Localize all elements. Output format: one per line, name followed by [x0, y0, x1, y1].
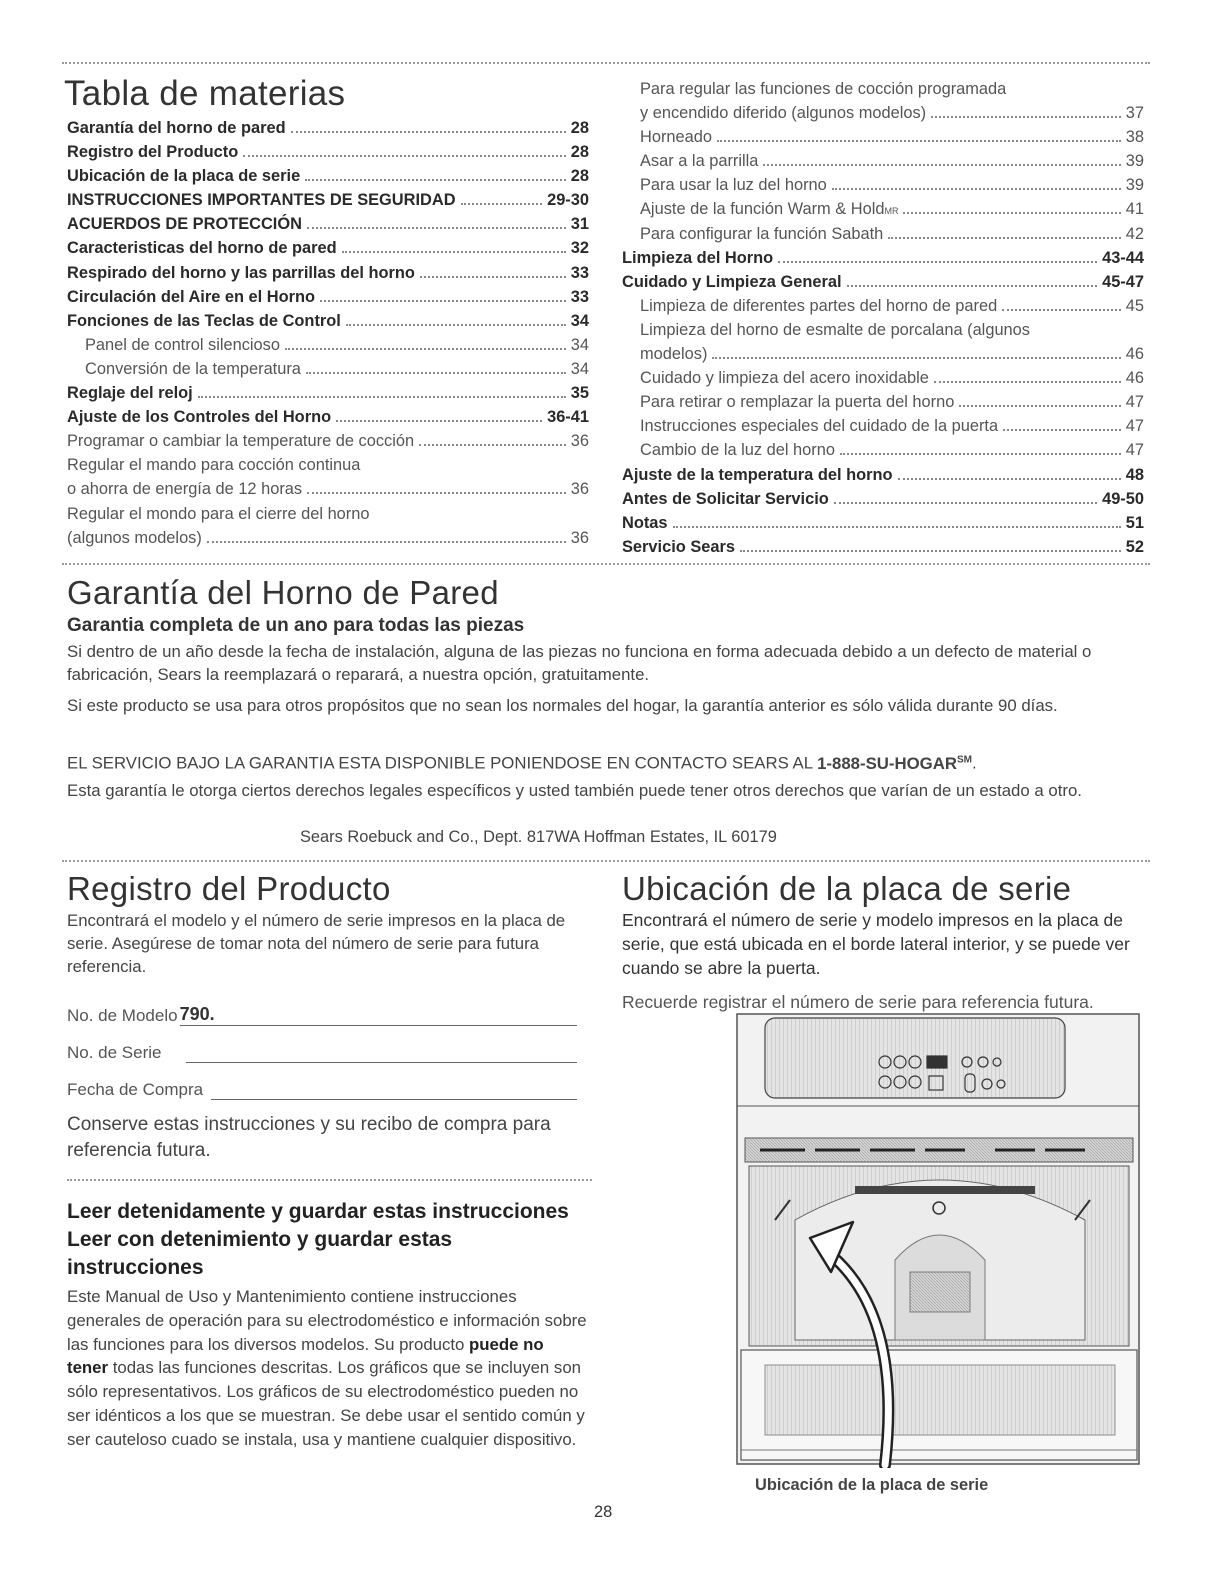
toc-entry-label: Garantía del horno de pared [67, 119, 286, 137]
toc-entry-label: Conversión de la temperatura [85, 359, 301, 378]
toc-leader [673, 526, 1121, 528]
toc-entry [622, 173, 1144, 197]
serial-plate-caption: Ubicación de la placa de serie [755, 1476, 989, 1494]
toc-entry-page: 33 [570, 263, 589, 282]
toc-entry-page: 39 [1125, 152, 1144, 171]
toc-entry-page: 47 [1125, 417, 1144, 436]
toc-entry-label: Cuidado y limpieza del acero inoxidable [640, 369, 929, 388]
toc-entry-page: 36 [570, 528, 589, 547]
toc-entry-page: 29-30 [547, 191, 589, 210]
toc-entry-page: 51 [1125, 513, 1144, 532]
toc-entry-label: Para regular las funciones de cocción programada [640, 80, 1007, 98]
toc-leader [419, 444, 566, 446]
toc-leader [934, 381, 1121, 383]
toc-leader [1002, 309, 1121, 311]
toc-entry-page: 41 [1125, 200, 1144, 219]
warranty-service-line: EL SERVICIO BAJO LA GARANTIA ESTA DISPONIBLE PONIENDOSE EN CONTACTO SEARS AL 1-888-SU-HOGAR℠. [67, 753, 977, 773]
toc-entry-label: Regular el mondo para el cierre del horno [67, 504, 370, 523]
model-number-field[interactable]: No. de Modelo 790. [67, 1005, 577, 1026]
toc-entry [622, 101, 1144, 125]
ubicacion-paragraph-2: Recuerde registrar el número de serie para referencia futura. [622, 992, 1094, 1012]
toc-entry-page: 36-41 [547, 408, 589, 427]
toc-entry-label: Respirado del horno y las parrillas del horno [67, 263, 415, 282]
toc-entry-page: 34 [570, 335, 589, 354]
toc-leader [320, 300, 566, 302]
toc-left-column [67, 116, 589, 550]
toc-entry-label: Limpieza del Horno [622, 248, 774, 267]
toc-entry [622, 318, 1144, 342]
toc-entry-page: 34 [570, 359, 589, 378]
toc-leader [285, 348, 566, 350]
registro-paragraph: Encontrará el modelo y el número de serie impresos en la placa de serie. Asegúrese de tomar nota del número de serie para futura referencia. [67, 911, 566, 976]
warranty-paragraph-2: Si este producto se usa para otros propósitos que no sean los normales del hogar, la garantía anterior es sólo válida durante 90 días. [67, 696, 1058, 715]
toc-leader [717, 140, 1121, 142]
toc-entry [67, 526, 589, 550]
toc-leader [336, 420, 542, 422]
toc-entry-page: 32 [570, 239, 589, 258]
toc-leader [243, 155, 566, 157]
toc-entry-page: 46 [1125, 345, 1144, 364]
toc-entry-label: Notas [622, 513, 668, 532]
toc-entry [67, 477, 589, 501]
toc-entry [622, 390, 1144, 414]
toc-entry-label: o ahorra de energía de 12 horas [67, 480, 303, 499]
toc-entry [67, 236, 589, 260]
toc-entry [67, 453, 589, 477]
page-number: 28 [594, 1503, 613, 1521]
toc-leader [1003, 429, 1121, 431]
toc-entry-page: 28 [570, 119, 589, 137]
toc-leader [306, 372, 566, 374]
toc-entry-label: Instrucciones especiales del cuidado de la puerta [640, 417, 999, 436]
toc-entry [622, 294, 1144, 318]
toc-entry [622, 270, 1144, 294]
toc-entry [622, 125, 1144, 149]
toc-entry-page: 42 [1125, 224, 1144, 243]
toc-leader [291, 131, 566, 133]
toc-leader [832, 188, 1121, 190]
toc-entry-page: 28 [570, 167, 589, 186]
toc-entry-label: Horneado [640, 128, 712, 147]
toc-entry [622, 342, 1144, 366]
toc-leader [847, 285, 1098, 287]
toc-entry-label: Servicio Sears [622, 537, 735, 556]
toc-entry-label: Ajuste de la función Warm & Hold [640, 200, 885, 219]
warranty-service-text: EL SERVICIO BAJO LA GARANTIA ESTA DISPONIBLE PONIENDOSE EN CONTACTO SEARS AL [67, 753, 818, 773]
toc-leader [307, 492, 566, 494]
toc-entry [67, 116, 589, 140]
toc-leader [834, 502, 1097, 504]
toc-leader [903, 212, 1120, 214]
toc-entry-page: 31 [570, 215, 589, 234]
toc-entry-label: Limpieza del horno de esmalte de porcalana (algunos [640, 320, 1030, 339]
toc-entry-label: Programar o cambiar la temperature de cocción [67, 432, 415, 451]
toc-entry-label: Circulación del Aire en el Horno [67, 287, 316, 306]
toc-entry-label: Para retirar o remplazar la puerta del horno [640, 393, 955, 412]
toc-entry [67, 164, 589, 188]
toc-divider [62, 563, 1150, 565]
warranty-paragraph-1: Si dentro de un año desde la fecha de instalación, alguna de las piezas no funciona en forma adecuada debido a un defecto de material o fabricación, Sears la reemplazará o reparará, a nuestra opción, gratuitamente. [67, 642, 1092, 684]
warranty-paragraph-4: Esta garantía le otorga ciertos derechos legales específicos y usted también puede tener otros derechos que varían de un estado a otro. [67, 781, 1082, 800]
toc-entry: Ajuste de la función Warm & Hold MR 41 [622, 197, 1144, 221]
toc-entry-label: Ajuste de los Controles del Horno [67, 408, 332, 427]
toc-entry [67, 140, 589, 164]
warranty-phone: 1-888-SU-HOGAR℠ [817, 753, 972, 773]
warranty-subtitle: Garantia completa de un ano para todas las piezas [67, 615, 525, 636]
toc-entry-page: 35 [570, 384, 589, 403]
toc-leader [198, 396, 566, 398]
toc-entry [67, 405, 589, 429]
toc-entry [67, 285, 589, 309]
toc-leader [342, 251, 566, 253]
toc-entry-page: 52 [1125, 537, 1144, 556]
warranty-divider [62, 860, 1150, 862]
toc-entry-page: 38 [1125, 128, 1144, 147]
toc-entry [67, 309, 589, 333]
toc-entry [622, 463, 1144, 487]
toc-entry-label: Regular el mando para cocción continua [67, 456, 361, 475]
toc-entry-page: 48 [1125, 465, 1144, 484]
toc-leader [307, 227, 566, 229]
registro-keep-note: Conserve estas instrucciones y su recibo de compra para referencia futura. [67, 1114, 551, 1161]
toc-entry [622, 149, 1144, 173]
model-number-value[interactable]: 790. [180, 1005, 577, 1026]
toc-entry-label: Para configurar la función Sabath [640, 224, 884, 243]
registro-title: Registro del Producto [67, 870, 391, 907]
toc-leader [420, 276, 566, 278]
toc-entry-page: 28 [570, 143, 589, 162]
toc-entry [622, 222, 1144, 246]
toc-right-column [622, 77, 1144, 559]
toc-entry-page: 39 [1125, 176, 1144, 195]
toc-entry-label: Reglaje del reloj [67, 384, 193, 403]
oven-illustration [735, 1010, 1142, 1468]
toc-entry [67, 188, 589, 212]
toc-entry-label: Panel de control silencioso [85, 335, 280, 354]
toc-entry-label: Ubicación de la placa de serie [67, 167, 301, 186]
toc-entry [67, 429, 589, 453]
serial-number-field[interactable]: No. de Serie [67, 1042, 577, 1063]
toc-entry-page: 47 [1125, 393, 1144, 412]
toc-entry [67, 212, 589, 236]
toc-title: Tabla de materias [64, 74, 346, 113]
toc-entry [67, 333, 589, 357]
toc-entry-label: Caracteristicas del horno de pared [67, 239, 337, 258]
toc-entry-label: Fonciones de las Teclas de Control [67, 311, 341, 330]
toc-entry-label: ACUERDOS DE PROTECCIÓN [67, 215, 302, 234]
read-instructions-title: Leer detenidamente y guardar estas instrucciones Leer con detenimiento y guardar estas instrucciones [67, 1200, 569, 1279]
toc-entry-label: Cuidado y Limpieza General [622, 272, 842, 291]
ubicacion-title: Ubicación de la placa de serie [622, 870, 1072, 907]
toc-entry [622, 366, 1144, 390]
toc-leader [305, 179, 566, 181]
toc-entry [622, 414, 1144, 438]
ubicacion-paragraph-1: Encontrará el número de serie y modelo impresos en la placa de serie, que está ubicada en el borde lateral interior, y se puede ver cuando se abre la puerta. [622, 910, 1130, 978]
toc-entry [622, 246, 1144, 270]
toc-entry-page: 37 [1125, 104, 1144, 123]
toc-entry-page: 49-50 [1102, 489, 1144, 508]
toc-leader [898, 478, 1121, 480]
warranty-title: Garantía del Horno de Pared [67, 574, 499, 611]
toc-entry-label: Limpieza de diferentes partes del horno de pared [640, 296, 998, 315]
toc-entry-label: y encendido diferido (algunos modelos) [640, 104, 927, 123]
toc-leader [740, 550, 1121, 552]
toc-entry [622, 535, 1144, 559]
toc-leader [461, 203, 543, 205]
top-divider [62, 62, 1150, 64]
toc-entry-page: 34 [570, 311, 589, 330]
toc-entry-label: Asar a la parrilla [640, 152, 759, 171]
toc-entry [622, 438, 1144, 462]
toc-leader [207, 541, 566, 543]
toc-entry [67, 357, 589, 381]
toc-entry-label: modelos) [640, 345, 708, 364]
toc-leader [931, 116, 1121, 118]
toc-leader [778, 261, 1097, 263]
toc-entry [622, 511, 1144, 535]
toc-entry-page: 36 [570, 432, 589, 451]
toc-entry-label: Ajuste de la temperatura del horno [622, 465, 893, 484]
registro-divider [67, 1179, 592, 1181]
toc-leader [840, 453, 1121, 455]
toc-entry-label: Para usar la luz del horno [640, 176, 827, 195]
toc-entry-label: INSTRUCCIONES IMPORTANTES DE SEGURIDAD [67, 191, 456, 210]
toc-leader [763, 164, 1120, 166]
toc-entry-page: 36 [570, 480, 589, 499]
toc-entry-page: 45 [1125, 296, 1144, 315]
toc-leader [959, 405, 1120, 407]
toc-entry [622, 77, 1144, 101]
toc-entry-page: 46 [1125, 369, 1144, 388]
toc-entry-label: (algunos modelos) [67, 528, 202, 547]
toc-entry [67, 381, 589, 405]
warranty-address: Sears Roebuck and Co., Dept. 817WA Hoffman Estates, IL 60179 [300, 828, 777, 846]
toc-entry-page: 43-44 [1102, 248, 1144, 267]
read-instructions-paragraph: Este Manual de Uso y Mantenimiento contiene instrucciones generales de operación para su electrodoméstico e información sobre las funciones para los diversos modelos. Su producto puede no tener todas las funciones descritas. Los gráficos que se incluyen son sólo representativos. Los gráficos de su electrodoméstico pueden no ser idénticos a los que se muestran. Se debe usar el sentido común y ser cauteloso cuado se instala, usa y mantiene cualquier dispositivo. [67, 1287, 587, 1449]
toc-entry-label: Cambio de la luz del horno [640, 441, 835, 460]
toc-leader [712, 357, 1120, 359]
purchase-date-field[interactable]: Fecha de Compra [67, 1079, 577, 1100]
toc-entry-label: Antes de Solicitar Servicio [622, 489, 829, 508]
toc-entry-label: Registro del Producto [67, 143, 239, 162]
toc-entry [67, 261, 589, 285]
toc-entry-page: 47 [1125, 441, 1144, 460]
toc-entry [67, 502, 589, 526]
toc-entry-page: 33 [570, 287, 589, 306]
toc-entry [622, 487, 1144, 511]
toc-leader [346, 324, 566, 326]
toc-leader [888, 237, 1120, 239]
toc-entry-page: 45-47 [1102, 272, 1144, 291]
